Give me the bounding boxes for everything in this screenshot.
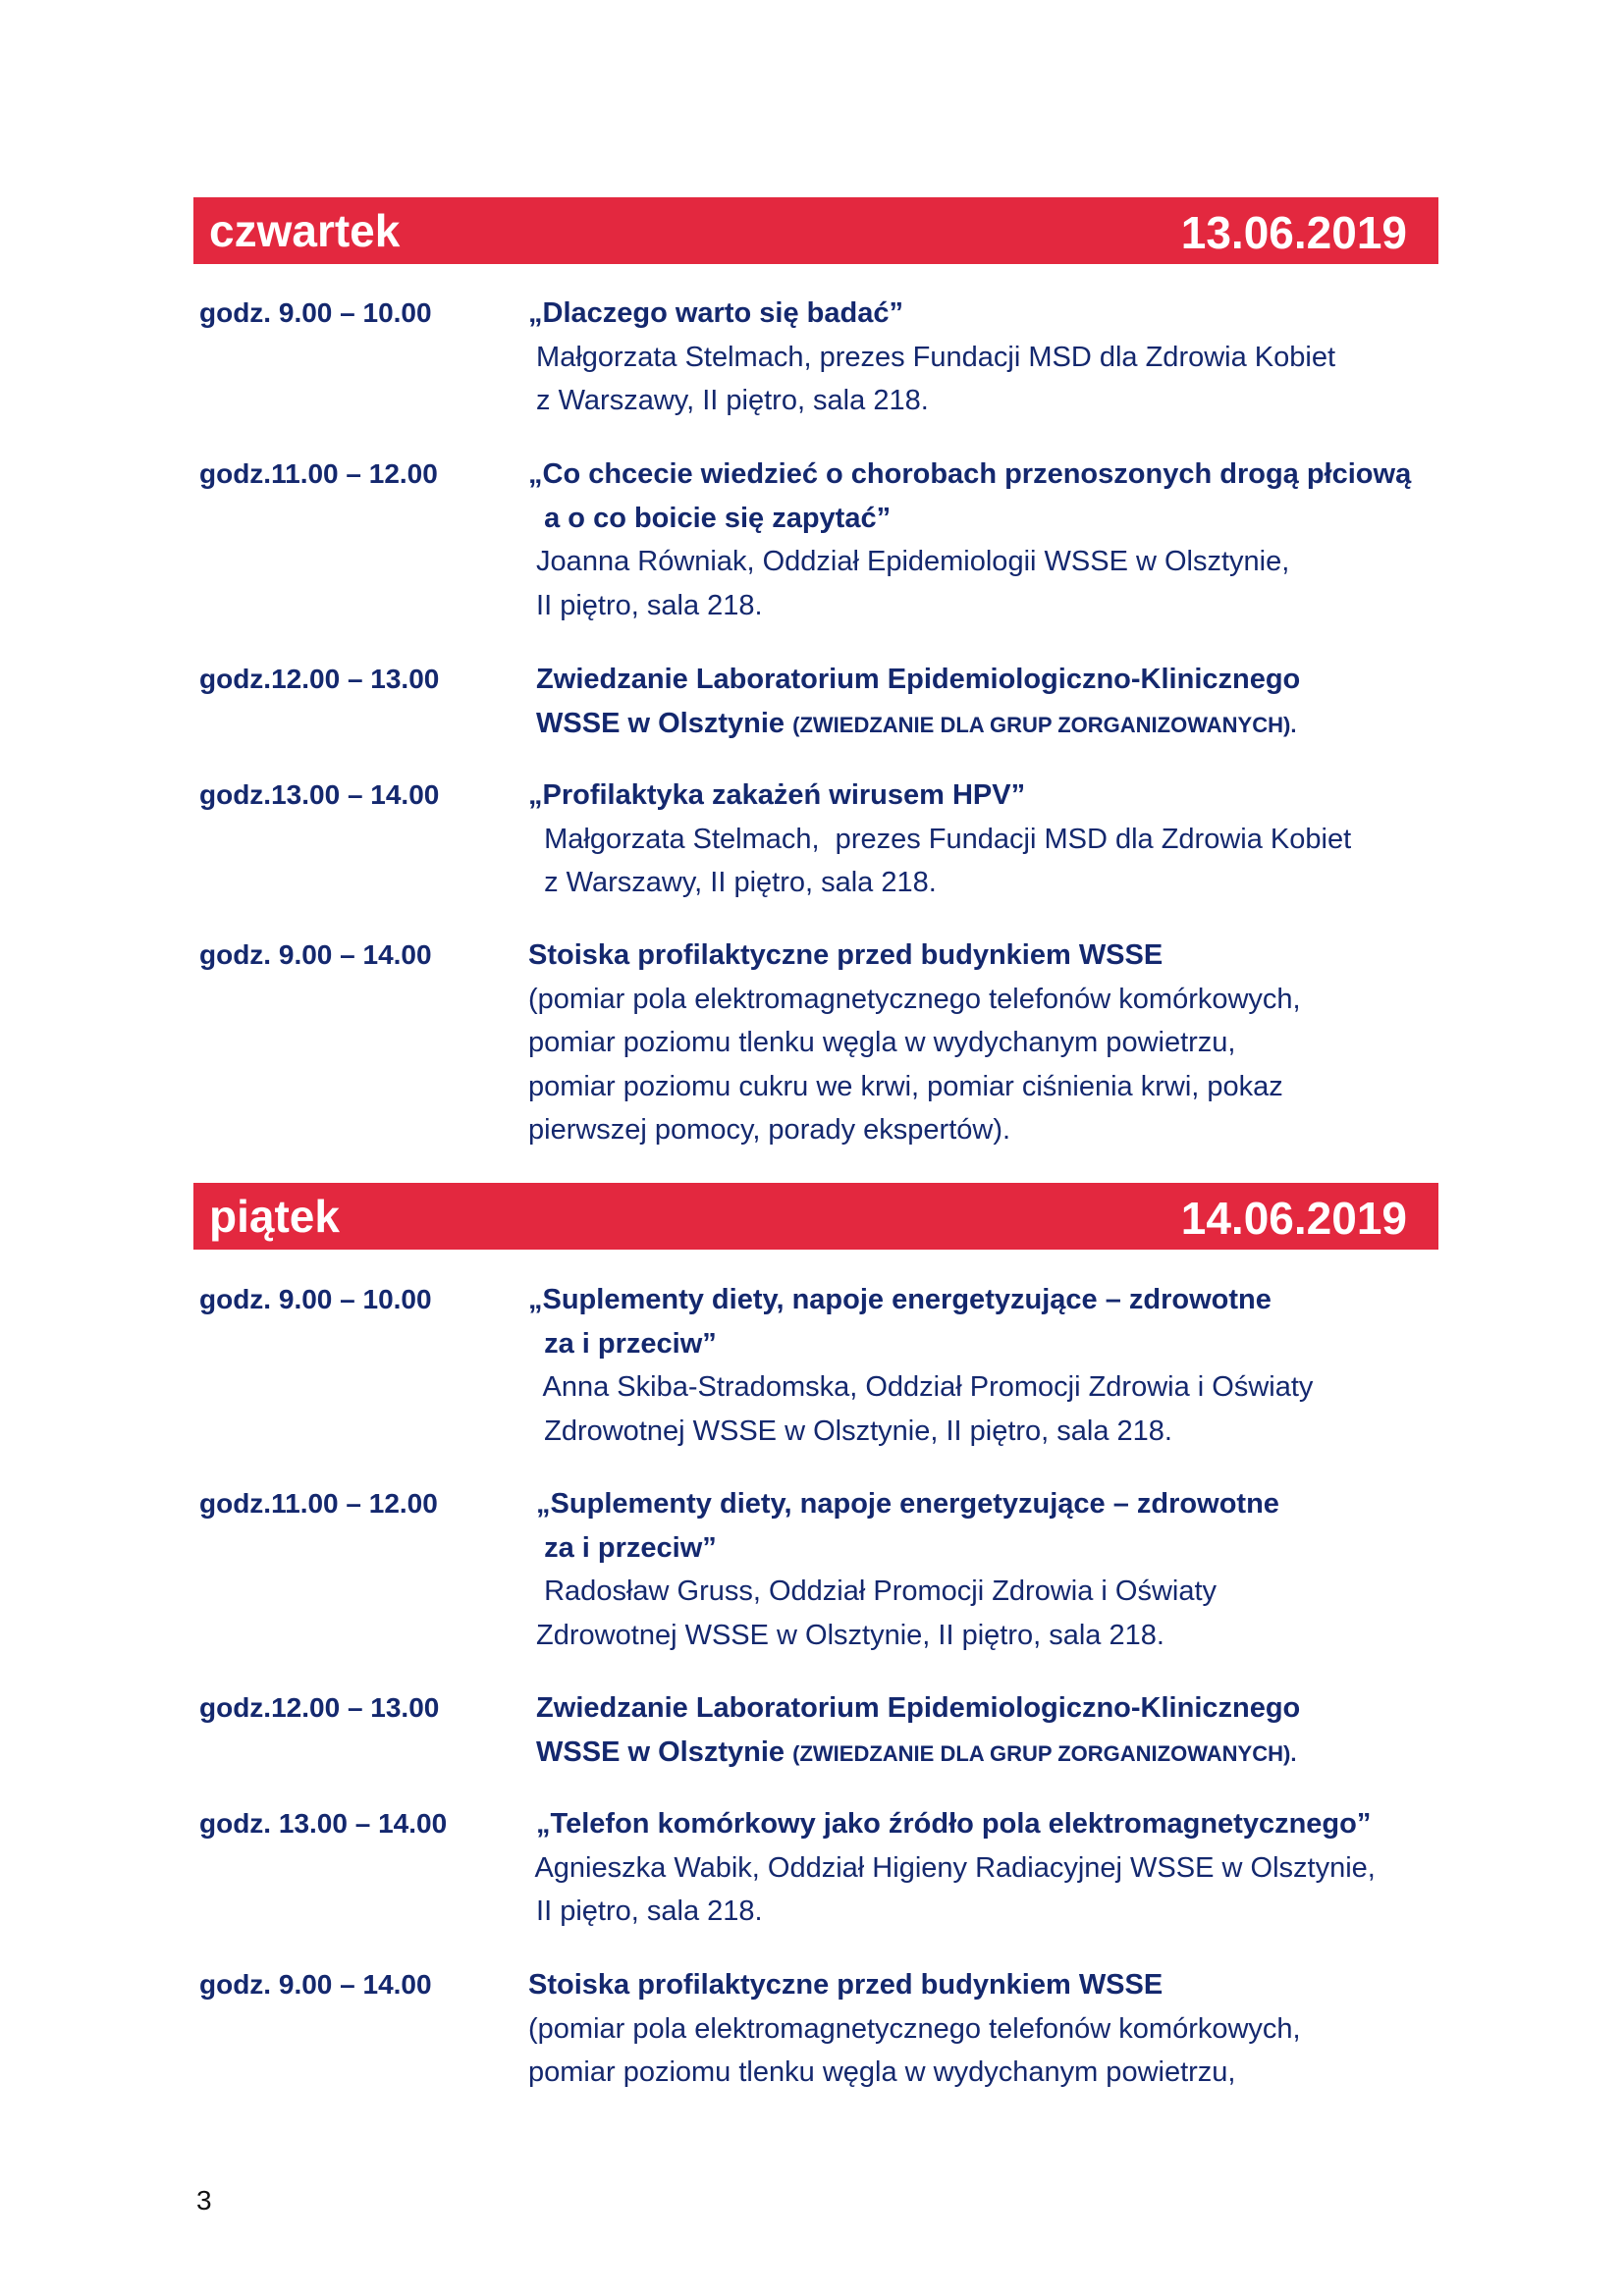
- entry-title-line: [528, 702, 1441, 748]
- entry-detail: II piętro, sala 218.: [528, 589, 763, 621]
- entry-time: godz. 13.00 – 14.00: [199, 1808, 448, 1839]
- entry-title-line: [528, 1731, 1441, 1777]
- day-date: 14.06.2019: [1180, 1193, 1407, 1244]
- entry-detail: Małgorzata Stelmach, prezes Fundacji MSD dla Zdrowia Kobiet: [528, 823, 1352, 855]
- entry-detail: pomiar poziomu cukru we krwi, pomiar ciśnienia krwi, pokaz: [528, 1070, 1283, 1102]
- entry-detail: (pomiar pola elektromagnetycznego telefonów komórkowych,: [528, 983, 1301, 1015]
- entry-title: WSSE w Olsztynie: [528, 707, 785, 739]
- entry-detail: Anna Skiba-Stradomska, Oddział Promocji Zdrowia i Oświaty: [528, 1371, 1314, 1403]
- entry-detail: Joanna Równiak, Oddział Epidemiologii WSSE w Olsztynie,: [528, 546, 1290, 577]
- entry-body: [528, 1278, 1441, 1453]
- entry-body: [528, 1482, 1441, 1657]
- entry-title: „Telefon komórkowy jako źródło pola elektromagnetycznego”: [528, 1808, 1372, 1840]
- entry-title: Zwiedzanie Laboratorium Epidemiologiczno-Klinicznego: [528, 1692, 1301, 1724]
- entry-time: godz.12.00 – 13.00: [199, 664, 440, 694]
- entry-title: Stoiska profilaktyczne przed budynkiem WSSE: [528, 939, 1164, 971]
- entry-time: godz.11.00 – 12.00: [199, 1488, 438, 1519]
- entry-time: godz. 9.00 – 14.00: [199, 1969, 432, 2000]
- entry-title: za i przeciw”: [528, 1531, 717, 1564]
- entry-body: [528, 453, 1441, 627]
- day-date: 13.06.2019: [1180, 207, 1407, 258]
- entry-detail: z Warszawy, II piętro, sala 218.: [528, 385, 929, 416]
- entry-detail: Zdrowotnej WSSE w Olsztynie, II piętro, sala 218.: [528, 1619, 1164, 1651]
- entry-title: „Profilaktyka zakażeń wirusem HPV”: [528, 779, 1026, 811]
- day-header-thursday: [193, 197, 1438, 264]
- entry-detail: z Warszawy, II piętro, sala 218.: [528, 867, 937, 898]
- entry-title: „Co chcecie wiedzieć o chorobach przenoszonych drogą płciową: [528, 458, 1412, 490]
- entry-detail: pomiar poziomu tlenku węgla w wydychanym powietrzu,: [528, 1027, 1236, 1058]
- entry-title: Stoiska profilaktyczne przed budynkiem WSSE: [528, 1969, 1164, 2001]
- entry-body: [528, 934, 1441, 1152]
- entry-body: [528, 292, 1441, 423]
- entry-time: godz. 9.00 – 14.00: [199, 939, 432, 970]
- entry-detail: Agnieszka Wabik, Oddział Higieny Radiacyjnej WSSE w Olsztynie,: [528, 1851, 1376, 1884]
- entry-detail: pomiar poziomu tlenku węgla w wydychanym powietrzu,: [528, 2056, 1236, 2088]
- entry-title: „Dlaczego warto się badać”: [528, 297, 903, 329]
- day-name: czwartek: [209, 205, 401, 256]
- entry-time: godz.13.00 – 14.00: [199, 779, 440, 810]
- entry-title: „Suplementy diety, napoje energetyzujące – zdrowotne: [528, 1284, 1272, 1315]
- entry-title: „Suplementy diety, napoje energetyzujące – zdrowotne: [528, 1488, 1279, 1520]
- entry-time: godz.12.00 – 13.00: [199, 1692, 440, 1723]
- entry-body: [528, 1686, 1441, 1776]
- entry-detail: Radosław Gruss, Oddział Promocji Zdrowia i Oświaty: [528, 1575, 1218, 1607]
- entry-detail: Małgorzata Stelmach, prezes Fundacji MSD dla Zdrowia Kobiet: [528, 341, 1336, 373]
- entry-body: [528, 1802, 1441, 1934]
- entry-detail: pierwszej pomocy, porady ekspertów).: [528, 1114, 1011, 1146]
- entry-detail: (pomiar pola elektromagnetycznego telefonów komórkowych,: [528, 2012, 1301, 2045]
- entry-title: WSSE w Olsztynie: [528, 1735, 785, 1768]
- entry-body: [528, 658, 1441, 747]
- entry-title: Zwiedzanie Laboratorium Epidemiologiczno-Klinicznego: [528, 664, 1301, 695]
- entry-note: (ZWIEDZANIE DLA GRUP ZORGANIZOWANYCH).: [792, 712, 1297, 737]
- day-name: piątek: [209, 1191, 340, 1242]
- entry-time: godz. 9.00 – 10.00: [199, 1284, 432, 1314]
- entry-detail: Zdrowotnej WSSE w Olsztynie, II piętro, sala 218.: [528, 1415, 1172, 1447]
- entry-title: a o co boicie się zapytać”: [528, 502, 892, 534]
- entry-detail: II piętro, sala 218.: [528, 1896, 763, 1927]
- entry-note: (ZWIEDZANIE DLA GRUP ZORGANIZOWANYCH).: [792, 1740, 1297, 1766]
- entry-body: [528, 1963, 1441, 2095]
- entry-title: za i przeciw”: [528, 1327, 717, 1360]
- entry-body: [528, 774, 1441, 905]
- entry-time: godz. 9.00 – 10.00: [199, 297, 432, 328]
- page-number: 3: [196, 2185, 212, 2216]
- entry-time: godz.11.00 – 12.00: [199, 458, 438, 489]
- day-header-friday: [193, 1183, 1438, 1250]
